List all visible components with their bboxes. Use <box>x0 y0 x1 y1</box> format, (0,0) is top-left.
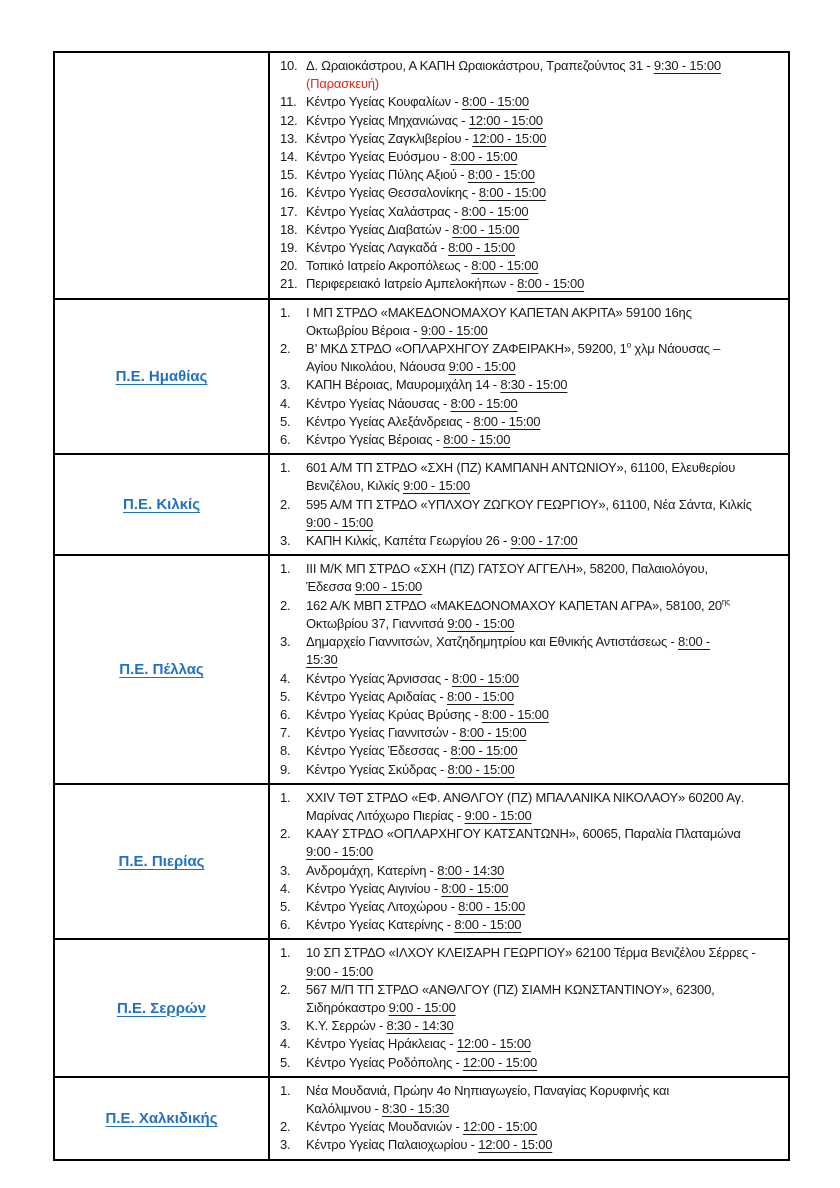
item-number: 1. <box>280 561 291 577</box>
table-row-thessaloniki-continued <box>55 53 788 298</box>
item-text <box>306 459 782 495</box>
opening-hours: 12:00 - 15:00 <box>478 1137 553 1153</box>
location-list <box>280 1082 782 1155</box>
region-cell <box>55 785 270 939</box>
item-number: 3. <box>280 377 291 393</box>
opening-hours: 8:30 - 15:00 <box>500 377 568 393</box>
list-item <box>280 130 782 148</box>
list-item <box>280 1017 782 1035</box>
list-item <box>280 862 782 880</box>
item-text <box>306 825 782 861</box>
item-text <box>306 130 782 148</box>
list-item <box>280 916 782 934</box>
location-text: Κέντρο Υγείας Κατερίνης - <box>306 917 455 933</box>
table-row-pella <box>55 554 788 782</box>
item-number: 6. <box>280 917 291 933</box>
location-text: Κέντρο Υγείας Κρύας Βρύσης - <box>306 706 482 722</box>
item-text <box>306 166 782 184</box>
location-text: ΚΑΠΗ Κιλκίς, Καπέτα Γεωργίου 26 - <box>306 533 511 549</box>
region-cell <box>55 940 270 1075</box>
items-cell <box>270 455 788 554</box>
list-item <box>280 413 782 431</box>
location-text: χλμ Νάουσας – <box>630 341 721 357</box>
opening-hours: 9:00 - 15:00 <box>355 579 423 595</box>
location-list <box>280 944 782 1071</box>
item-text <box>306 1118 782 1136</box>
item-number: 6. <box>280 706 291 722</box>
location-text: Κέντρο Υγείας Παλαιοχωρίου - <box>306 1137 479 1153</box>
item-text <box>306 688 782 706</box>
list-item <box>280 532 782 550</box>
opening-hours: 8:00 - 15:00 <box>461 94 529 110</box>
item-text <box>306 203 782 221</box>
item-text <box>306 1136 782 1154</box>
item-number: 6. <box>280 432 291 448</box>
location-text: Κέντρο Υγείας Αιγινίου - <box>306 880 442 896</box>
location-text: Ι ΜΠ ΣΤΡΔΟ «ΜΑΚΕΔΟΝΟΜΑΧΟΥ ΚΑΠΕΤΑΝ ΑΚΡΙΤΑ» 59100 16ης <box>306 304 692 320</box>
item-number: 1. <box>280 1082 291 1098</box>
item-number: 13. <box>280 130 298 146</box>
location-text: Κέντρο Υγείας Αλεξάνδρειας - <box>306 413 474 429</box>
region-cell <box>55 1078 270 1159</box>
item-text <box>306 257 782 275</box>
item-text <box>306 1054 782 1072</box>
list-item <box>280 340 782 376</box>
location-text: Κέντρο Υγείας Βέροιας - <box>306 432 444 448</box>
list-item <box>280 880 782 898</box>
item-number: 17. <box>280 203 298 219</box>
list-item <box>280 1118 782 1136</box>
table-row-imathia <box>55 298 788 454</box>
item-number: 4. <box>280 670 291 686</box>
location-text: Οκτωβρίου 37, Γιαννιτσά <box>306 615 448 631</box>
list-item <box>280 93 782 111</box>
location-text: Κ.Υ. Σερρών - <box>306 1018 387 1034</box>
list-item <box>280 981 782 1017</box>
opening-hours: 8:00 - 15:00 <box>450 743 518 759</box>
opening-hours: 8:00 - 15:00 <box>481 706 549 722</box>
location-text: 10 ΣΠ ΣΤΡΔΟ «ΙΛΧΟΥ ΚΛΕΙΣΑΡΗ ΓΕΩΡΓΙΟΥ» 62100 Τέρμα Βενιζέλου Σέρρες - <box>306 945 756 961</box>
item-number: 5. <box>280 413 291 429</box>
list-item <box>280 431 782 449</box>
opening-hours: 8:00 - 15:00 <box>451 670 519 686</box>
region-cell-empty <box>55 53 270 298</box>
item-text <box>306 239 782 257</box>
location-text: Κέντρο Υγείας Μουδανιών - <box>306 1119 464 1135</box>
location-text: Κέντρο Υγείας Ζαγκλιβερίου - <box>306 130 473 146</box>
day-note: (Παρασκευή) <box>306 76 379 92</box>
location-text: ΚΑΑΥ ΣΤΡΔΟ «ΟΠΛΑΡΧΗΓΟΥ ΚΑΤΣΑΝΤΩΝΗ», 60065, Παραλία Πλαταμώνα <box>306 826 741 842</box>
location-text: Κέντρο Υγείας Πύλης Αξιού - <box>306 167 468 183</box>
item-text <box>306 221 782 239</box>
list-item <box>280 239 782 257</box>
opening-hours: 8:00 - 15:00 <box>471 258 539 274</box>
location-text: XXIV ΤΘΤ ΣΤΡΔΟ «ΕΦ. ΑΝΘΛΓΟΥ (ΠΖ) ΜΠΑΛΑΝΙΚΑ ΝΙΚΟΛΑΟΥ» 60200 Αγ. <box>306 789 745 805</box>
opening-hours: 8:30 - 15:30 <box>381 1100 449 1116</box>
item-number: 1. <box>280 789 291 805</box>
opening-hours: 12:00 - 15:00 <box>463 1054 538 1070</box>
location-text: ΚΑΠΗ Βέροιας, Μαυρομιχάλη 14 - <box>306 377 501 393</box>
items-cell <box>270 556 788 782</box>
item-number: 2. <box>280 496 291 512</box>
item-text <box>306 304 782 340</box>
list-item <box>280 166 782 184</box>
item-number: 1. <box>280 945 291 961</box>
item-number: 19. <box>280 240 298 256</box>
list-item <box>280 203 782 221</box>
item-number: 4. <box>280 1036 291 1052</box>
opening-hours: 8:00 - 15:00 <box>448 240 516 256</box>
location-text: 162 Α/Κ ΜΒΠ ΣΤΡΔΟ «ΜΑΚΕΔΟΝΟΜΑΧΟΥ ΚΑΠΕΤΑΝ ΑΓΡΑ», 58100, 20 <box>306 597 722 613</box>
list-item <box>280 376 782 394</box>
location-text: Δημαρχείο Γιαννιτσών, Χατζηδημητρίου και Εθνικής Αντιστάσεως - <box>306 634 678 650</box>
item-number: 5. <box>280 688 291 704</box>
items-cell <box>270 53 788 298</box>
opening-hours: 12:00 - 15:00 <box>456 1036 531 1052</box>
item-number: 9. <box>280 761 291 777</box>
item-number: 5. <box>280 1054 291 1070</box>
location-text: Κέντρο Υγείας Έδεσσας - <box>306 743 451 759</box>
location-list <box>280 304 782 450</box>
opening-hours: 8:00 - 15:00 <box>441 880 509 896</box>
item-text <box>306 862 782 880</box>
item-number: 3. <box>280 1137 291 1153</box>
item-number: 20. <box>280 258 298 274</box>
opening-hours: 12:00 - 15:00 <box>463 1119 538 1135</box>
item-text <box>306 395 782 413</box>
list-item <box>280 112 782 130</box>
item-text <box>306 1035 782 1053</box>
list-item <box>280 304 782 340</box>
list-item <box>280 148 782 166</box>
location-text: Δ. Ωραιοκάστρου, Α ΚΑΠΗ Ωραιοκάστρου, Τραπεζούντος 31 - <box>306 58 654 73</box>
list-item <box>280 221 782 239</box>
item-number: 18. <box>280 221 298 237</box>
item-number: 10. <box>280 58 298 73</box>
region-link-chalkidiki[interactable]: Π.Ε. Χαλκιδικής <box>105 1109 218 1127</box>
opening-hours: 8:00 - 15:00 <box>458 898 526 914</box>
list-item <box>280 1035 782 1053</box>
location-list <box>280 459 782 550</box>
item-text <box>306 340 782 376</box>
opening-hours: 8:00 - 15:00 <box>461 203 529 219</box>
location-text: ο <box>626 340 631 350</box>
opening-hours: 8:00 - 15:00 <box>443 432 511 448</box>
location-list <box>280 57 782 294</box>
item-text <box>306 633 782 669</box>
item-text <box>306 431 782 449</box>
item-text <box>306 597 782 633</box>
item-text <box>306 761 782 779</box>
opening-hours: 15:30 <box>306 652 338 668</box>
location-text: Κέντρο Υγείας Διαβατών - <box>306 221 453 237</box>
list-item <box>280 57 782 93</box>
opening-hours: 9:00 - 15:00 <box>388 999 456 1015</box>
item-text <box>306 532 782 550</box>
list-item <box>280 724 782 742</box>
opening-hours: 8:00 - <box>678 634 711 650</box>
item-text <box>306 413 782 431</box>
item-number: 8. <box>280 743 291 759</box>
opening-hours: 8:00 - 15:00 <box>447 761 515 777</box>
items-cell <box>270 940 788 1075</box>
item-text <box>306 376 782 394</box>
list-item <box>280 275 782 293</box>
item-number: 4. <box>280 395 291 411</box>
item-number: 4. <box>280 880 291 896</box>
location-text: Βενιζέλου, Κιλκίς <box>306 478 403 494</box>
item-number: 12. <box>280 112 298 128</box>
location-text: Κέντρο Υγείας Αριδαίας - <box>306 688 447 704</box>
item-text <box>306 93 782 111</box>
location-text: Κέντρο Υγείας Θεσσαλονίκης - <box>306 185 479 201</box>
item-number: 14. <box>280 149 298 165</box>
list-item <box>280 706 782 724</box>
opening-hours: 9:00 - 17:00 <box>510 533 578 549</box>
item-number: 3. <box>280 1018 291 1034</box>
item-text <box>306 1082 782 1118</box>
item-number: 11. <box>280 94 297 110</box>
item-number: 15. <box>280 167 298 183</box>
item-text <box>306 916 782 934</box>
item-text <box>306 112 782 130</box>
opening-hours: 9:00 - 15:00 <box>306 844 373 860</box>
location-text: Αγίου Νικολάου, Νάουσα <box>306 359 449 375</box>
opening-hours: 9:00 - 15:00 <box>402 478 470 494</box>
location-text: Κέντρο Υγείας Μηχανιώνας - <box>306 112 469 128</box>
item-number: 7. <box>280 725 291 741</box>
list-item <box>280 560 782 596</box>
opening-hours: 9:00 - 15:00 <box>306 514 373 530</box>
item-number: 3. <box>280 634 291 650</box>
opening-hours: 9:00 - 15:00 <box>448 359 516 375</box>
region-cell <box>55 300 270 454</box>
region-link-serres[interactable]: Π.Ε. Σερρών <box>116 999 207 1017</box>
list-item <box>280 789 782 825</box>
region-link-pella[interactable]: Π.Ε. Πέλλας <box>119 661 204 678</box>
location-text: Μαρίνας Λιτόχωρο Πιερίας - <box>306 807 465 823</box>
opening-hours: 8:00 - 15:00 <box>450 395 518 411</box>
item-number: 3. <box>280 533 291 549</box>
location-text: Κέντρο Υγείας Λαγκαδά - <box>306 240 449 256</box>
opening-hours: 8:00 - 15:00 <box>459 725 527 741</box>
location-text: Τοπικό Ιατρείο Ακροπόλεως - <box>306 258 472 274</box>
item-number: 2. <box>280 341 291 357</box>
location-text: Περιφερειακό Ιατρείο Αμπελοκήπων - <box>306 276 518 292</box>
item-text <box>306 880 782 898</box>
location-text: Κέντρο Υγείας Λιτοχώρου - <box>306 898 459 914</box>
list-item <box>280 633 782 669</box>
item-text <box>306 981 782 1017</box>
location-text: 601 Α/Μ ΤΠ ΣΤΡΔΟ «ΣΧΗ (ΠΖ) ΚΑΜΠΑΝΗ ΑΝΤΩΝΙΟΥ», 61100, Ελευθερίου <box>306 460 736 476</box>
item-text <box>306 706 782 724</box>
item-text <box>306 724 782 742</box>
location-text: Κέντρο Υγείας Κουφαλίων - <box>306 94 462 110</box>
opening-hours: 8:00 - 15:00 <box>446 688 514 704</box>
item-text <box>306 789 782 825</box>
table-row-serres <box>55 938 788 1075</box>
opening-hours: 8:30 - 14:30 <box>386 1018 454 1034</box>
items-cell <box>270 300 788 454</box>
item-number: 21. <box>280 276 298 292</box>
items-cell <box>270 1078 788 1159</box>
opening-hours: 8:00 - 15:00 <box>452 221 520 237</box>
list-item <box>280 944 782 980</box>
opening-hours: 8:00 - 15:00 <box>478 185 546 201</box>
opening-hours: 8:00 - 15:00 <box>467 167 535 183</box>
location-text: Κέντρο Υγείας Χαλάστρας - <box>306 203 462 219</box>
item-text <box>306 898 782 916</box>
location-text: Οκτωβρίου Βέροια - <box>306 322 421 338</box>
list-item <box>280 1082 782 1118</box>
location-text: Κέντρο Υγείας Ευόσμου - <box>306 149 451 165</box>
list-item <box>280 688 782 706</box>
item-text <box>306 275 782 293</box>
item-text <box>306 670 782 688</box>
location-text: Νέα Μουδανιά, Πρώην 4ο Νηπιαγωγείο, Παναγίας Κορυφινής και <box>306 1082 670 1098</box>
region-link-kilkis[interactable]: Π.Ε. Κιλκίς <box>122 496 200 514</box>
location-list <box>280 560 782 778</box>
opening-hours: 8:00 - 15:00 <box>454 917 522 933</box>
item-number: 16. <box>280 185 298 201</box>
location-text: Κέντρο Υγείας Γιαννιτσών - <box>306 725 460 741</box>
location-text: Κέντρο Υγείας Ροδόπολης - <box>306 1054 464 1070</box>
list-item <box>280 184 782 202</box>
opening-hours: 8:00 - 15:00 <box>517 276 585 292</box>
location-text: 595 Α/Μ ΤΠ ΣΤΡΔΟ «ΥΠΛΧΟΥ ΖΩΓΚΟΥ ΓΕΩΡΓΙΟΥ», 61100, Νέα Σάντα, Κιλκίς <box>306 496 752 512</box>
opening-hours: 9:30 - 15:00 <box>653 58 721 73</box>
list-item <box>280 825 782 861</box>
list-item <box>280 597 782 633</box>
location-text: Κέντρο Υγείας Ηράκλειας - <box>306 1036 457 1052</box>
list-item <box>280 459 782 495</box>
opening-hours: 8:00 - 14:30 <box>437 862 505 878</box>
item-text <box>306 57 782 93</box>
list-item <box>280 1054 782 1072</box>
location-text: Καλόλιμνου - <box>306 1100 382 1116</box>
item-number: 2. <box>280 981 291 997</box>
item-text <box>306 742 782 760</box>
location-text: Έδεσσα <box>306 579 356 595</box>
opening-hours: 9:00 - 15:00 <box>464 807 532 823</box>
location-text: Ανδρομάχη, Κατερίνη - <box>306 862 438 878</box>
item-text <box>306 496 782 532</box>
region-cell <box>55 455 270 554</box>
locations-table <box>53 51 790 1161</box>
location-text: Κέντρο Υγείας Νάουσας - <box>306 395 451 411</box>
item-number: 2. <box>280 1119 291 1135</box>
location-text: Κέντρο Υγείας Σκύδρας - <box>306 761 448 777</box>
list-item <box>280 496 782 532</box>
list-item <box>280 1136 782 1154</box>
opening-hours: 9:00 - 15:00 <box>420 322 488 338</box>
location-text: 567 Μ/Π ΤΠ ΣΤΡΔΟ «ΑΝΘΛΓΟΥ (ΠΖ) ΣΙΑΜΗ ΚΩΝΣΤΑΝΤΙΝΟΥ», 62300, <box>306 981 715 997</box>
opening-hours: 12:00 - 15:00 <box>468 112 543 128</box>
item-number: 2. <box>280 826 291 842</box>
region-cell <box>55 556 270 782</box>
region-link-pieria[interactable]: Π.Ε. Πιερίας <box>118 853 205 871</box>
location-text: Κέντρο Υγείας Άρνισσας - <box>306 670 452 686</box>
item-number: 1. <box>280 304 291 320</box>
opening-hours: 8:00 - 15:00 <box>473 413 541 429</box>
location-text: Σιδηρόκαστρο <box>306 999 389 1015</box>
list-item <box>280 742 782 760</box>
item-text <box>306 148 782 166</box>
item-text <box>306 944 782 980</box>
list-item <box>280 395 782 413</box>
item-text <box>306 560 782 596</box>
table-row-pieria <box>55 783 788 939</box>
list-item <box>280 257 782 275</box>
table-row-kilkis <box>55 453 788 554</box>
list-item <box>280 670 782 688</box>
list-item <box>280 898 782 916</box>
opening-hours: 9:00 - 15:00 <box>447 615 515 631</box>
location-text: Β’ ΜΚΔ ΣΤΡΔΟ «ΟΠΛΑΡΧΗΓΟΥ ΖΑΦΕΙΡΑΚΗ», 59200, 1 <box>306 341 627 357</box>
item-number: 3. <box>280 862 291 878</box>
item-text <box>306 1017 782 1035</box>
item-number: 5. <box>280 898 291 914</box>
item-number: 2. <box>280 597 291 613</box>
item-number: 1. <box>280 460 291 476</box>
item-text <box>306 184 782 202</box>
region-link-imathia[interactable]: Π.Ε. Ημαθίας <box>115 367 208 385</box>
opening-hours: 9:00 - 15:00 <box>306 963 373 979</box>
location-text: ης <box>721 597 730 607</box>
opening-hours: 12:00 - 15:00 <box>472 130 547 146</box>
list-item <box>280 761 782 779</box>
location-list <box>280 789 782 935</box>
location-text: ΙΙΙ Μ/Κ ΜΠ ΣΤΡΔΟ «ΣΧΗ (ΠΖ) ΓΑΤΣΟΥ ΑΓΓΕΛΗ», 58200, Παλαιολόγου, <box>306 561 708 577</box>
items-cell <box>270 785 788 939</box>
table-row-chalkidiki <box>55 1076 788 1159</box>
opening-hours: 8:00 - 15:00 <box>450 149 518 165</box>
